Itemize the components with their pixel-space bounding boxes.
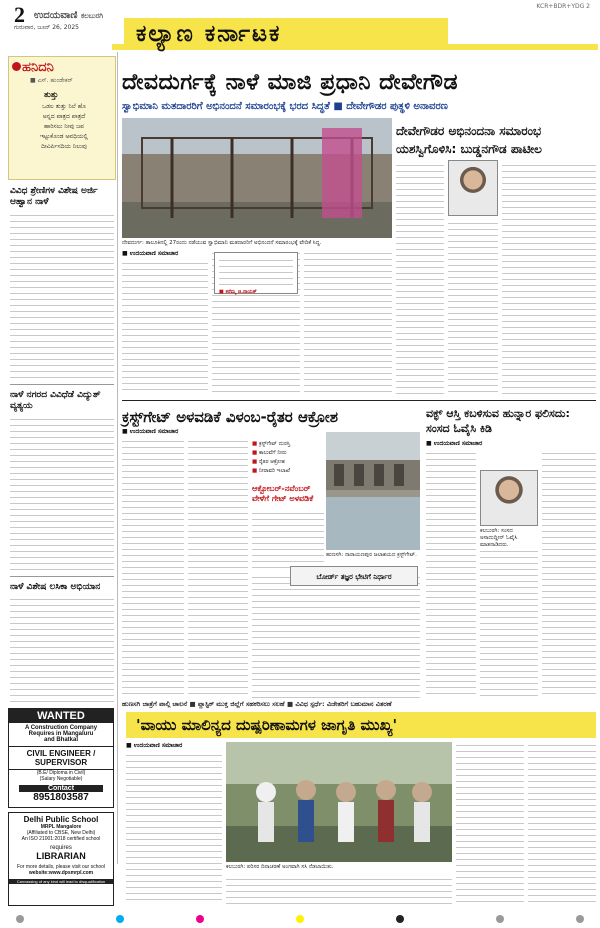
ad-contact-number: 8951803587 <box>33 792 89 803</box>
waqf-col1 <box>426 450 476 698</box>
middle-col1 <box>122 438 184 698</box>
dateline: ಗುರುವಾರ, ಜೂನ್ 26, 2025 <box>14 24 79 31</box>
ad-wanted <box>8 708 114 808</box>
drop-icon <box>12 62 21 71</box>
sidebar-story1-body <box>10 212 114 380</box>
sidebar-story2-head: ನಾಳೆ ನಗರದ ವಿವಿಧೆಡೆ ವಿದ್ಯುತ್ ವ್ಯತ್ಯಯ <box>10 390 101 411</box>
plantation-image <box>226 742 452 862</box>
middle-col3 <box>252 574 420 698</box>
side-story-head: ದೇವೇಗೌಡರ ಅಭಿನಂದನಾ ಸಮಾರಂಭ <box>396 124 542 138</box>
dam-photo <box>326 432 420 550</box>
edition-code: KCR+BDR+YDG 2 <box>536 3 590 10</box>
ad-role: CIVIL ENGINEER / SUPERVISOR <box>9 746 113 770</box>
school-info: For more details, please visit our school <box>16 864 106 870</box>
school-disclaimer: Canvassing of any kind will lead to disqualification <box>9 879 113 884</box>
school-sub: MRPL Mangalore <box>40 824 82 830</box>
ad-line: and Bhatkal <box>43 737 78 743</box>
divider <box>10 384 114 385</box>
waqf-col3 <box>542 450 596 698</box>
column-title: ಹನಿದನಿ <box>22 60 54 75</box>
tip-item: ■ ಕಾಲುವೆಗೆ ನೀರು <box>252 449 324 458</box>
bottom-banner: ಹುಣಸಗಿ ಜಾತ್ರೆಗೆ ಪಾಲ್ಗಿ ಚಾಲನೆ ■ ಪ್ಲಾಸ್ಟಿಕ್ ಮುಕ್ತ ಜಿಲ್ಲೆಗೆ ಸಹಕರಿಸಲು ಸಲಹೆ ■ ವಿವಿಧ ಸ್ಪರ್ಧೆ: ವಿಜೇತರಿಗೆ ಬಹುಮಾನ ವಿತರಣೆ <box>122 700 392 708</box>
sidebar-story1-head: ವಿವಿಧ ಶ್ರೇಣಿಗಳ ವಿಶೇಷ ಅರ್ಜಿ ಆಹ್ವಾನ ನಾಳೆ <box>10 186 98 207</box>
tip-item: ■ ಕ್ರಸ್ಟ್‌ಗೇಟ್ ದುರಸ್ತಿ <box>252 440 324 449</box>
bottom-byline: ■ ಉದಯವಾಣಿ ಸಮಾಚಾರ <box>126 742 183 749</box>
middle-inset-body <box>252 510 324 570</box>
divider <box>10 576 114 577</box>
lead-photo <box>122 118 392 238</box>
side-story-col2 <box>448 220 498 394</box>
paper-name: ಉದಯವಾಣಿ ಕಲಬುರಗಿ <box>34 10 104 21</box>
quote-byline: ■ ಕರೆಮ್ಮ ಜಿ.ನಾಯಕ್ <box>219 289 257 295</box>
registration-marks <box>0 912 600 926</box>
school-role: LIBRARIAN <box>36 851 86 861</box>
bottom-headline: 'ವಾಯು ಮಾಲಿನ್ಯದ ದುಷ್ಪರಿಣಾಮಗಳ ಜಾಗೃತಿ ಮುಖ್ಯ' <box>126 712 596 738</box>
middle-inset-head: ಆಕ್ಟೋಬರ್-ನವೆಂಬರ್ ವೇಳೆಗೆ ಗೇಟ್ ಅಳವಡಿಕೆ <box>252 484 314 503</box>
lead-headline: ದೇವದುರ್ಗಕ್ಕೆ ನಾಳೆ ಮಾಜಿ ಪ್ರಧಾನಿ ದೇವೇಗೌಡ <box>122 70 459 95</box>
bottom-caption: ಕಲಬುರಗಿ: ಪರಿಸರ ದಿನಾಚರಣೆ ಅಂಗವಾಗಿ ಸಸಿ ನೆಡಲಾಯಿತು. <box>226 864 334 870</box>
column-author: ■ ಎಸ್. ಹುಂಡೇಕರ್ <box>30 77 73 84</box>
school-website: website:www.dpsmrpl.com <box>28 870 94 876</box>
bottom-col4 <box>528 742 596 902</box>
waqf-byline: ■ ಉದಯವಾಣಿ ಸಮಾಚಾರ <box>426 440 483 447</box>
lead-col3 <box>304 250 392 394</box>
sidebar-story3-head: ನಾಳೆ ವಿಶೇಷ ಲಸಿಕಾ ಅಭಿಯಾನ <box>10 582 101 592</box>
tip-item: ■ ರೈತರ ಆಕ್ರೋಶ <box>252 458 324 467</box>
poem-line: ಅನ್ನದ ಪಾತ್ರದ ಪಾತ್ರದೆ <box>42 113 86 120</box>
section-rule <box>122 400 596 401</box>
tip-item: ■ ನೀರಾವರಿ ಇಲಾಖೆ <box>252 467 324 476</box>
middle-headline: ಕ್ರಸ್ಟ್‌ಗೇಟ್ ಅಳವಡಿಕೆ ವಿಳಂಬ-ರೈತರ ಆಕ್ರೋಶ <box>122 408 338 426</box>
quote-text <box>219 257 293 285</box>
side-story-col1 <box>396 162 444 394</box>
middle-byline: ■ ಉದಯವಾಣಿ ಸಮಾಚಾರ <box>122 428 179 435</box>
waqf-col2 <box>480 548 538 698</box>
ad-school <box>8 812 114 906</box>
poem-line: ಇಟ್ಟುಕೊಂಡ ಅವಧಿಯಲ್ಲಿ <box>40 133 88 140</box>
school-name: Delhi Public School <box>23 815 99 824</box>
school-iso: An ISO 21001:2018 certified school <box>21 836 101 842</box>
middle-tips <box>252 440 324 476</box>
side-story-col3 <box>502 162 596 394</box>
waqf-caption: ಕಲಬುರಗಿ: ಸಂಸದ ಅಸಾದುದ್ದೀನ್ ಓವೈಸಿ ಮಾತನಾಡಿದರು. <box>480 528 518 548</box>
poem-line: ಹಾರಿಸಲು ನೀವು ಜಪ <box>43 123 85 130</box>
sidebar-story3-body <box>10 596 114 702</box>
ad-line: Requires in Mangaluru <box>28 731 94 737</box>
school-affiliation: (Affiliated to CBSE, New Delhi) <box>26 830 96 836</box>
poem-line: ದೀವಿರ್ಪಿಸದಿಯ ನಿಲುವು <box>41 143 87 150</box>
bottom-col3 <box>456 742 524 902</box>
lead-subhead: ಸ್ವಾಭಿಮಾನಿ ಮತದಾರರಿಗೆ ಅಭಿನಂದನೆ ಸಮಾರಂಭಕ್ಕೆ ಭರದ ಸಿದ್ಧತೆ ■ ದೇವೇಗೌಡರ ಪುತ್ಥಳಿ ಅನಾವರಣ <box>122 101 448 112</box>
middle-bottom-inset: ಬೋರ್ಡ್ ತಜ್ಞರ ಭೇಟಿಗೆ ನಿರ್ಧಾರ <box>290 566 418 586</box>
sidebar-story2-body <box>10 416 114 572</box>
school-requires: requires <box>50 845 72 851</box>
patil-portrait <box>448 160 498 216</box>
quote-box <box>214 252 298 294</box>
bottom-photo <box>226 742 452 862</box>
stage-photo <box>122 118 392 238</box>
dam-caption: ಹುಣಸಗಿ: ನಾರಾಯಣಪುರ ಜಲಾಶಯದ ಕ್ರಸ್ಟ್‌ಗೇಟ್. <box>326 552 417 558</box>
waqf-headline: ವಕ್ಫ್ ಆಸ್ತಿ ಕಬಳಿಸುವ ಹುನ್ನಾರ ಫಲಿಸದು: ಸಂಸದ ಓವೈಸಿ ಕಿಡಿ <box>426 407 570 435</box>
ad-title: WANTED <box>9 709 113 723</box>
poem-title: ತುತ್ತು <box>44 90 59 99</box>
lead-col1 <box>122 260 208 394</box>
lead-photo-caption: ದೇವದುರ್ಗ: ತಾಲೂಕಿನಲ್ಲಿ 27ರಂದು ನಡೆಯುವ ಸ್ವಾಭಿಮಾನಿ ಮತದಾರರಿಗೆ ಅಭಿನಂದನೆ ಸಮಾರಂಭಕ್ಕೆ ವೇದಿಕೆ ಸಿದ್ಧ. <box>122 240 322 246</box>
bottom-col2 <box>226 876 452 904</box>
dam-image <box>326 432 420 550</box>
owaisi-portrait <box>480 470 538 526</box>
middle-col2 <box>188 438 248 698</box>
ad-qualification: (B.E/ Diploma in Civil) <box>36 770 86 776</box>
ad-salary: (Salary Negotiable) <box>39 776 83 782</box>
ad-contact-label: Contact <box>19 785 103 792</box>
page-number: 2 <box>14 2 25 27</box>
ad-line: A Construction Company <box>24 725 98 731</box>
lead-byline: ■ ಉದಯವಾಣಿ ಸಮಾಚಾರ <box>122 250 179 257</box>
side-story-sub: ಯಶಸ್ವಿಗೊಳಿಸಿ: ಬುಡ್ಡನಗೌಡ ಪಾಟೀಲ <box>396 142 542 156</box>
poem-line: ಒಡಲ ತುತ್ತು ನಿಲೆ ಹೊ <box>42 103 86 110</box>
bottom-col1 <box>126 752 222 902</box>
poem <box>14 102 114 152</box>
section-title: ಕಲ್ಯಾಣ ಕರ್ನಾಟಕ <box>124 18 448 50</box>
